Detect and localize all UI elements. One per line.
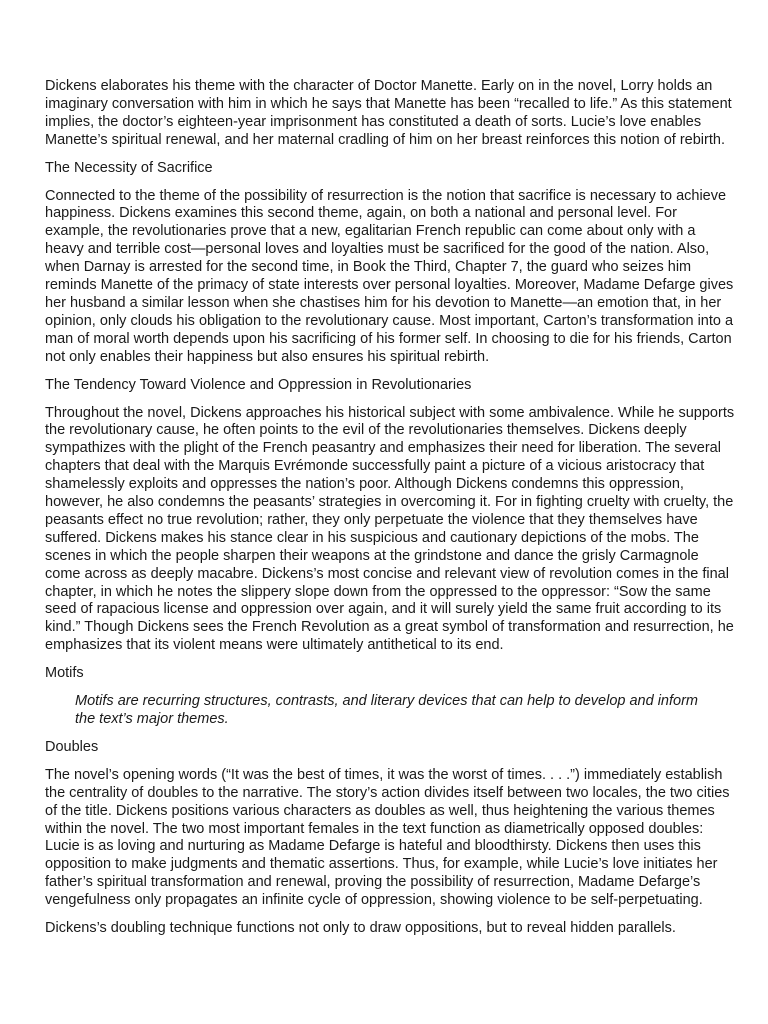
heading-necessity-of-sacrifice: The Necessity of Sacrifice <box>45 159 213 176</box>
document-page <box>45 78 735 948</box>
heading-motifs: Motifs <box>45 665 84 682</box>
paragraph-violence: Throughout the novel, Dickens approaches his historical subject with some ambivalence. While he supports the revolutionary cause, he often points to the evil of the revolutionaries themselves. Dickens deeply sympathizes with the plight of the French peasantry and emphasizes their need for liberation. The several chapters that deal with the Marquis Evrémonde successfully paint a picture of a vicious aristocracy that shamelessly exploits and oppresses the nation’s poor. Although Dickens condemns this oppression, however, he also condemns the peasants’ strategies in overcoming it. For in fighting cruelty with cruelty, the peasants effect no true revolution; rather, they only perpetuate the violence that they themselves have suffered. Dickens makes his stance clear in his suspicious and cautionary depictions of the mobs. The scenes in which the people sharpen their weapons at the grindstone and dance the grisly Carmagnole come across as deeply macabre. Dickens’s most concise and relevant view of revolution comes in the final chapter, in which he notes the slippery slope down from the oppressed to the oppressor: “Sow the same seed of rapacious license and oppression over again, and it will surely yield the same fruit according to its kind.” Though Dickens sees the French Revolution as a great symbol of transformation and resurrection, he emphasizes that its violent means were ultimately antithetical to its end. <box>45 404 735 654</box>
paragraph-doubles: The novel’s opening words (“It was the best of times, it was the worst of times. . . .”) immediately establish the centrality of doubles to the narrative. The story’s action divides itself between two locales, the two cities of the title. Dickens positions various characters as doubles as well, thus heightening the various themes within the novel. The two most important females in the text function as diametrically opposed doubles: Lucie is as loving and nurturing as Madame Defarge is hateful and bloodthirsty. Dickens then uses this opposition to make judgments and thematic assertions. Thus, for example, while Lucie’s love initiates her father’s spiritual transformation and renewal, proving the possibility of resurrection, Madame Defarge’s vengefulness only propagates an infinite cycle of oppression, showing violence to be self-perpetuating. <box>45 766 730 909</box>
paragraph-manette-recalled: Dickens elaborates his theme with the character of Doctor Manette. Early on in the novel, Lorry holds an imaginary conversation with him in which he says that Manette has been “recalled to life.” As this statement implies, the doctor’s eighteen-year imprisonment has constituted a death of sorts. Lucie’s love enables Manette’s spiritual renewal, and her maternal cradling of him on her breast reinforces this notion of rebirth. <box>45 78 732 148</box>
paragraph-sacrifice: Connected to the theme of the possibility of resurrection is the notion that sacrifice is necessary to achieve happiness. Dickens examines this second theme, again, on both a national and personal level. For example, the revolutionaries prove that a new, egalitarian French republic can come about only with a heavy and terrible cost—personal loves and loyalties must be sacrificed for the good of the nation. Also, when Darnay is arrested for the second time, in Book the Third, Chapter 7, the guard who seizes him reminds Manette of the primacy of state interests over personal loyalties. Moreover, Madame Defarge gives her husband a similar lesson when she chastises him for his devotion to Manette—an emotion that, in her opinion, only clouds his obligation to the revolutionary cause. Most important, Carton’s transformation into a man of moral worth depends upon his sacrificing of his former self. In choosing to die for his friends, Carton not only enables their happiness but also ensures his spiritual rebirth. <box>45 187 734 365</box>
heading-violence-oppression: The Tendency Toward Violence and Oppression in Revolutionaries <box>45 376 472 393</box>
paragraph-doubling-technique: Dickens’s doubling technique functions not only to draw oppositions, but to reveal hidden parallels. <box>45 920 676 937</box>
heading-doubles: Doubles <box>45 738 99 755</box>
motifs-definition-note: Motifs are recurring structures, contrasts, and literary devices that can help to develop and inform the text’s major themes. <box>75 693 698 727</box>
